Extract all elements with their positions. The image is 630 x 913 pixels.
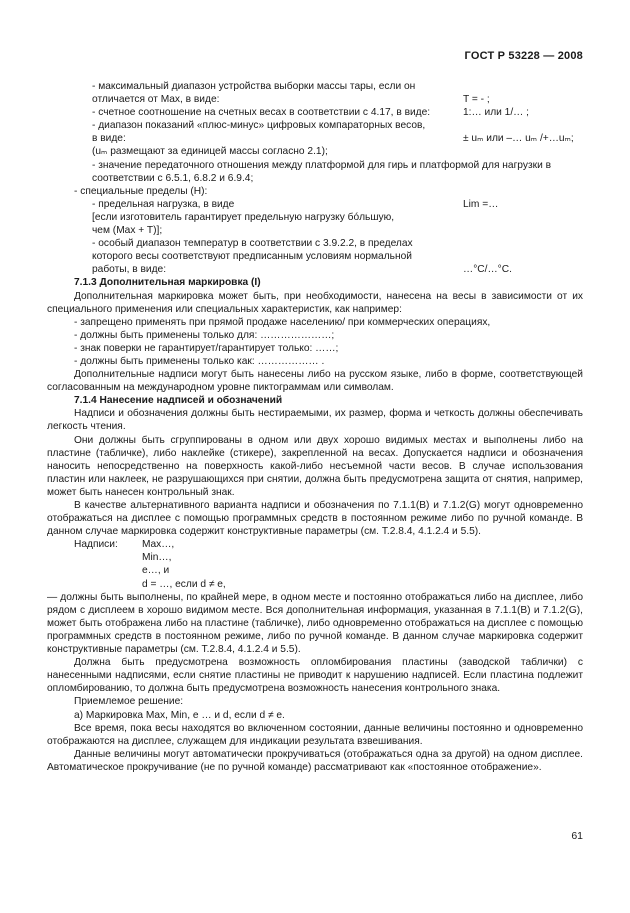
paragraph: Приемлемое решение:	[74, 696, 184, 708]
inscription-item: e…, и	[142, 565, 170, 577]
text-row	[47, 263, 583, 276]
inscriptions-list	[47, 578, 583, 591]
paragraph: Данные величины могут автоматически прокручиваться (отображаться одна за другой) на одном дисплее. Автоматическое прокручивание (не по ручной команде) рассматривают как «постоянное отображение».	[47, 748, 583, 773]
inscription-item: Max…,	[142, 539, 175, 551]
text-line: - счетное соотношение на счетных весах в соответствии с 4.17, в виде:	[92, 107, 431, 119]
inscription-item: Min…,	[142, 552, 172, 564]
section-heading: 7.1.3 Дополнительная маркировка (I)	[74, 277, 261, 289]
text-line: работы, в виде:	[92, 264, 167, 276]
inscriptions-list	[47, 564, 583, 577]
formula-right: T = - ;	[463, 94, 490, 106]
text-line: которого весы соответствуют предписанным условиям нормальной	[92, 251, 412, 263]
text-row	[47, 198, 583, 211]
formula-right: 1:… или 1/… ;	[463, 107, 530, 119]
list-item: - должны быть применены только как: ……………… .	[74, 355, 325, 367]
standard-header: ГОСТ Р 53228 — 2008	[464, 50, 583, 62]
page-number: 61	[571, 830, 583, 842]
section-heading: 7.1.4 Нанесение надписей и обозначений	[74, 395, 283, 407]
inscription-item: d = …, если d ≠ e,	[142, 578, 226, 590]
list-item: - знак поверки не гарантирует/гарантирует только: ……;	[74, 342, 339, 354]
text-line: - специальные пределы (H):	[74, 185, 208, 197]
text-line: - максимальный диапазон устройства выборки массы тары, если он	[92, 81, 416, 92]
paragraph: В качестве альтернативного варианта надписи и обозначения по 7.1.1(B) и 7.1.2(G) могут одновременно отображаться на дисплее с помощью программных средств в постоянном режиме либо по ручной команде. В данном случае маркировка содержит конструктивные параметры (см. Т.2.8.4, 4.1.2.4 и 5.5).	[47, 500, 583, 538]
text-line: - значение передаточного отношения между платформой для гирь и платформой для нагрузки в	[92, 159, 552, 171]
paragraph: Должна быть предусмотрена возможность опломбирования пластины (заводской таблички) с нанесенными надписями, если снятие пластины не приводит к нарушению надписей. Если пластина подлежит опломбированию, то должна быть предусмотрена возможность нанесения контрольного знака.	[47, 657, 583, 695]
paragraph: а) Маркировка Max, Min, e … и d, если d ≠ e.	[74, 709, 285, 721]
text-row	[47, 132, 583, 145]
text-line: - диапазон показаний «плюс-минус» цифровых компараторных весов,	[92, 120, 426, 132]
list-item: - должны быть применены только для: …………………;	[74, 329, 335, 341]
formula-right: …°C/…°C.	[463, 264, 512, 276]
text-line: в виде:	[92, 133, 126, 145]
text-line: соответствии с 6.5.1, 6.8.2 и 6.9.4;	[92, 172, 254, 184]
paragraph: Они должны быть сгруппированы в одном или двух хорошо видимых местах и выполнены либо на пластине (табличке), либо наклейке (стикере), закрепленной на весах. Допускается надписи и обозначения наносить непосредственно на поверхность какой-либо несъемной части весов. В случае использования пластин или наклеек, не разрушающихся при снятии, должна быть предусмотрена защита от снятия, например, может быть нанесен контрольный знак.	[47, 434, 583, 498]
paragraph: Все время, пока весы находятся во включенном состоянии, данные величины постоянно и одновременно отображаются на дисплее, служащем для индикации результата взвешивания.	[47, 722, 583, 747]
formula-right: Lim =…	[463, 198, 499, 210]
inscriptions-label: Надписи:	[74, 539, 118, 551]
page-body	[47, 80, 583, 774]
text-line: - предельная нагрузка, в виде	[92, 198, 235, 210]
text-row	[47, 93, 583, 106]
inscriptions-list	[47, 551, 583, 564]
text-line: отличается от Max, в виде:	[92, 94, 220, 106]
paragraph: — должны быть выполнены, по крайней мере, в одном месте и постоянно отображаться либо на дисплее, либо рядом с дисплеем в хорошо видимом месте. Вся дополнительная информация, указанная в 7.1.1(B) и 7.1.2(G), может быть отображена либо на пластине (табличке), либо одновременно отображаться на дисплее с помощью программных средств в постоянном режиме, либо по ручной команде. В данном случае маркировка содержит конструктивные параметры (см. Т.2.8.4, 4.1.2.4 и 5.5).	[47, 591, 583, 656]
text-line: [если изготовитель гарантирует предельную нагрузку бóльшую,	[92, 211, 395, 223]
text-line: (uₘ размещают за единицей массы согласно 2.1);	[92, 146, 328, 158]
formula-right: ± uₘ или –… uₘ /+…uₘ;	[463, 133, 574, 145]
list-item: - запрещено применять при прямой продаже населению/ при коммерческих операциях,	[74, 316, 491, 328]
text-row	[47, 106, 583, 119]
text-line: - особый диапазон температур в соответствии с 3.9.2.2, в пределах	[92, 238, 413, 250]
text-line: чем (Max + T)];	[92, 225, 163, 237]
paragraph: Надписи и обозначения должны быть нестираемыми, их размер, форма и четкость должны обеспечивать легкость чтения.	[47, 408, 583, 433]
paragraph: Дополнительная маркировка может быть, при необходимости, нанесена на весы в зависимости от их специального применения или специальных характеристик, как например:	[47, 290, 583, 315]
paragraph: Дополнительные надписи могут быть нанесены либо на русском языке, либо в форме, соответствующей согласованным на международном уровне пиктограммам или символам.	[47, 369, 583, 394]
inscriptions-list	[47, 538, 583, 551]
